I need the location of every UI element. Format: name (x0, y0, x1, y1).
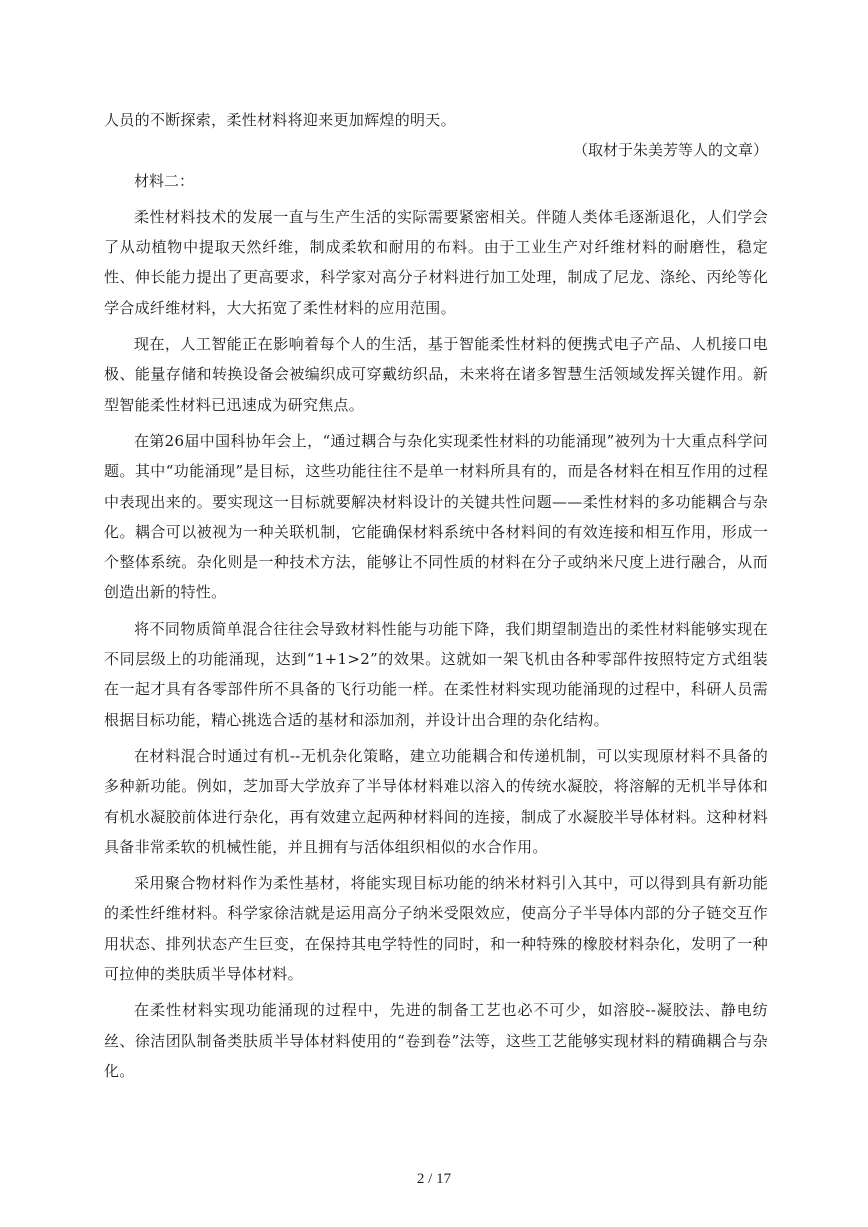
document-body (104, 105, 768, 1086)
paragraph-4: 将不同物质简单混合往往会导致材料性能与功能下降，我们期望制造出的柔性材料能够实现在不同层级上的功能涌现，达到“1+1>2”的效果。这就如一架飞机由各种零部件按照特定方式组装在一起才具有各零部件所不具备的飞行功能一样。在柔性材料实现功能涌现的过程中，科研人员需根据目标功能，精心挑选合适的基材和添加剂，并设计出合理的杂化结构。 (104, 619, 768, 729)
paragraph-3: 在第26届中国科协年会上，“通过耦合与杂化实现柔性材料的功能涌现”被列为十大重点科学问题。其中“功能涌现”是目标，这些功能往往不是单一材料所具有的，而是各材料在相互作用的过程中表现出来的。要实现这一目标就要解决材料设计的关键共性问题——柔性材料的多功能耦合与杂化。耦合可以被视为一种关联机制，它能确保材料系统中各材料间的有效连接和相互作用，形成一个整体系统。杂化则是一种技术方法，能够让不同性质的材料在分子或纳米尺度上进行融合，从而创造出新的特性。 (104, 431, 768, 602)
paragraph-5: 在材料混合时通过有机--无机杂化策略，建立功能耦合和传递机制，可以实现原材料不具备的多种新功能。例如，芝加哥大学放弃了半导体材料难以溶入的传统水凝胶，将溶解的无机半导体和有机水凝胶前体进行杂化，再有效建立起两种材料间的连接，制成了水凝胶半导体材料。这种材料具备非常柔软的机械性能，并且拥有与活体组织相似的水合作用。 (104, 746, 768, 856)
page-number: 2 / 17 (416, 1171, 452, 1187)
source-citation: （取材于朱美芳等人的文章） (572, 141, 768, 160)
paragraph-continuation: 人员的不断探索，柔性材料将迎来更加辉煌的明天。 (104, 111, 456, 129)
paragraph-7: 在柔性材料实现功能涌现的过程中，先进的制备工艺也必不可少，如溶胶--凝胶法、静电纺丝、徐洁团队制备类肤质半导体材料使用的“卷到卷”法等，这些工艺能够实现材料的精确耦合与杂化。 (104, 1001, 768, 1080)
paragraph-6: 采用聚合物材料作为柔性基材，将能实现目标功能的纳米材料引入其中，可以得到具有新功能的柔性纤维材料。科学家徐洁就是运用高分子纳米受限效应，使高分子半导体内部的分子链交互作用状态、排列状态产生巨变，在保持其电学特性的同时，和一种特殊的橡胶材料杂化，发明了一种可拉伸的类肤质半导体材料。 (104, 874, 768, 984)
paragraph-2: 现在，人工智能正在影响着每个人的生活，基于智能柔性材料的便携式电子产品、人机接口电极、能量存储和转换设备会被编织成可穿戴纺织品，未来将在诸多智慧生活领域发挥关键作用。新型智能柔性材料已迅速成为研究焦点。 (104, 335, 768, 414)
paragraph-1: 柔性材料技术的发展一直与生产生活的实际需要紧密相关。伴随人类体毛逐渐退化，人们学会了从动植物中提取天然纤维，制成柔软和耐用的布料。由于工业生产对纤维材料的耐磨性，稳定性、伸长能力提出了更高要求，科学家对高分子材料进行加工处理，制成了尼龙、涤纶、丙纶等化学合成纤维材料，大大拓宽了柔性材料的应用范围。 (104, 207, 768, 317)
section-label-material-two: 材料二： (134, 171, 195, 190)
